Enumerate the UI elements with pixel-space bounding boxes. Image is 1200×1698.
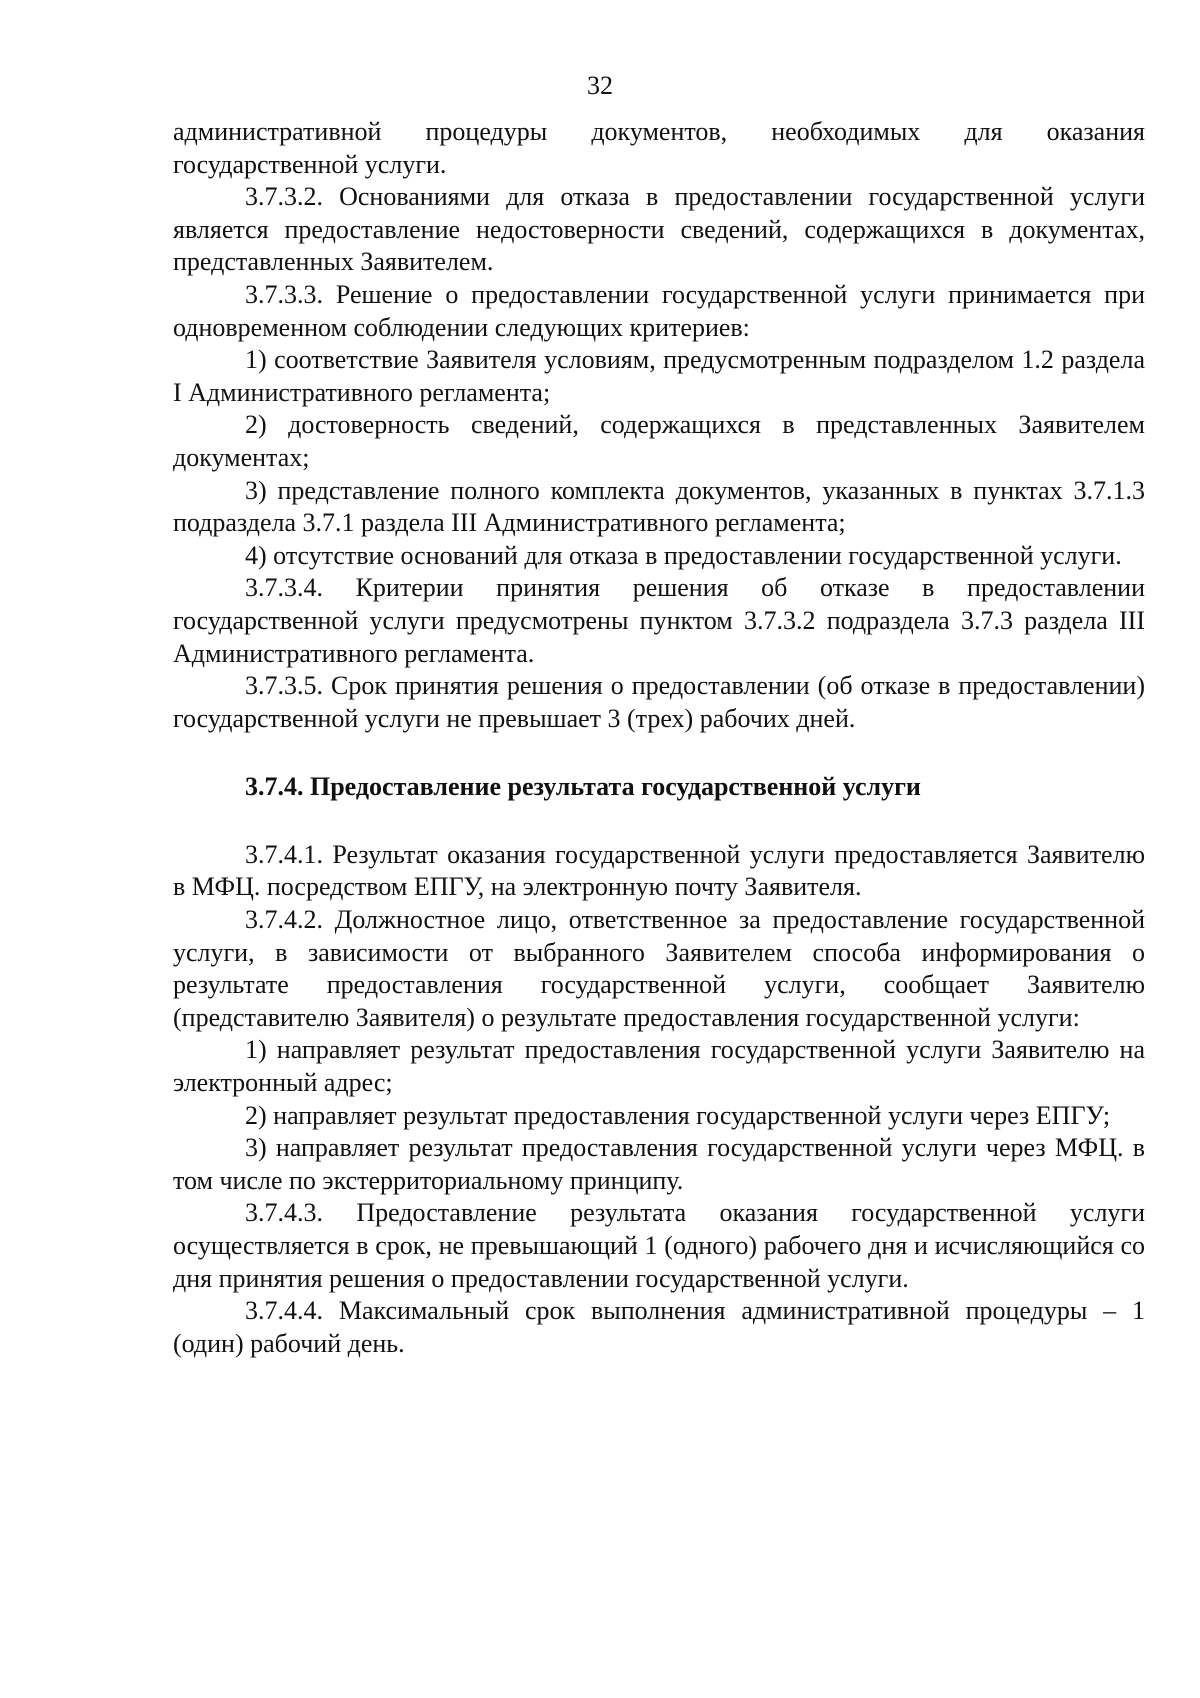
criteria-item-4: 4) отсутствие оснований для отказа в предоставлении государственной услуги. [245, 540, 1122, 570]
delivery-item-3: 3) направляет результат предоставления государственной услуги через МФЦ. в том числе по экстерриториальному принципу. [173, 1133, 1145, 1195]
document-body [173, 116, 1145, 1360]
criteria-item-3: 3) представление полного комплекта документов, указанных в пунктах 3.7.1.3 подраздела 3.7.1 раздела III Административного регламента; [173, 475, 1145, 538]
delivery-item-2: 2) направляет результат предоставления государственной услуги через ЕПГУ; [245, 1100, 1111, 1130]
paragraph-3-7-4-3: 3.7.4.3. Предоставление результата оказания государственной услуги осуществляется в срок, не превышающий 1 (одного) рабочего дня и исчисляющийся со дня принятия решения о предоставлении государственной услуги. [173, 1198, 1145, 1293]
paragraph-3-7-4-2: 3.7.4.2. Должностное лицо, ответственное за предоставление государственной услуги, в зависимости от выбранного Заявителем способа информирования о результате предоставления государственной услуги, сообщает Заявителю (представителю Заявителя) о результате предоставления государственной услуги: [173, 905, 1145, 1032]
delivery-item-1: 1) направляет результат предоставления государственной услуги Заявителю на электронный адрес; [173, 1035, 1145, 1098]
paragraph-3-7-3-5: 3.7.3.5. Срок принятия решения о предоставлении (об отказе в предоставлении) государственной услуги не превышает 3 (трех) рабочих дней. [173, 671, 1145, 733]
criteria-item-2: 2) достоверность сведений, содержащихся в представленных Заявителем документах; [173, 410, 1145, 472]
section-heading: 3.7.4. Предоставление результата государственной услуги [245, 772, 921, 802]
paragraph-3-7-3-3: 3.7.3.3. Решение о предоставлении государственной услуги принимается при одновременном соблюдении следующих критериев: [173, 279, 1145, 342]
criteria-item-1: 1) соответствие Заявителя условиям, предусмотренным подразделом 1.2 раздела I Административного регламента; [173, 345, 1145, 407]
page-number: 32 [587, 71, 613, 100]
paragraph-3-7-4-4: 3.7.4.4. Максимальный срок выполнения административной процедуры – 1 (один) рабочий день. [173, 1296, 1145, 1358]
paragraph-3-7-3-2: 3.7.3.2. Основаниями для отказа в предоставлении государственной услуги является предоставление недостоверности сведений, содержащихся в документах, представленных Заявителем. [173, 182, 1145, 277]
paragraph-3-7-3-4: 3.7.3.4. Критерии принятия решения об отказе в предоставлении государственной услуги предусмотрены пунктом 3.7.3.2 подраздела 3.7.3 раздела III Административного регламента. [173, 573, 1145, 668]
paragraph-3-7-4-1: 3.7.4.1. Результат оказания государственной услуги предоставляется Заявителю в МФЦ. посредством ЕПГУ, на электронную почту Заявителя. [173, 839, 1145, 902]
paragraph-continuation: административной процедуры документов, необходимых для оказания государственной услуги. [173, 117, 1145, 179]
